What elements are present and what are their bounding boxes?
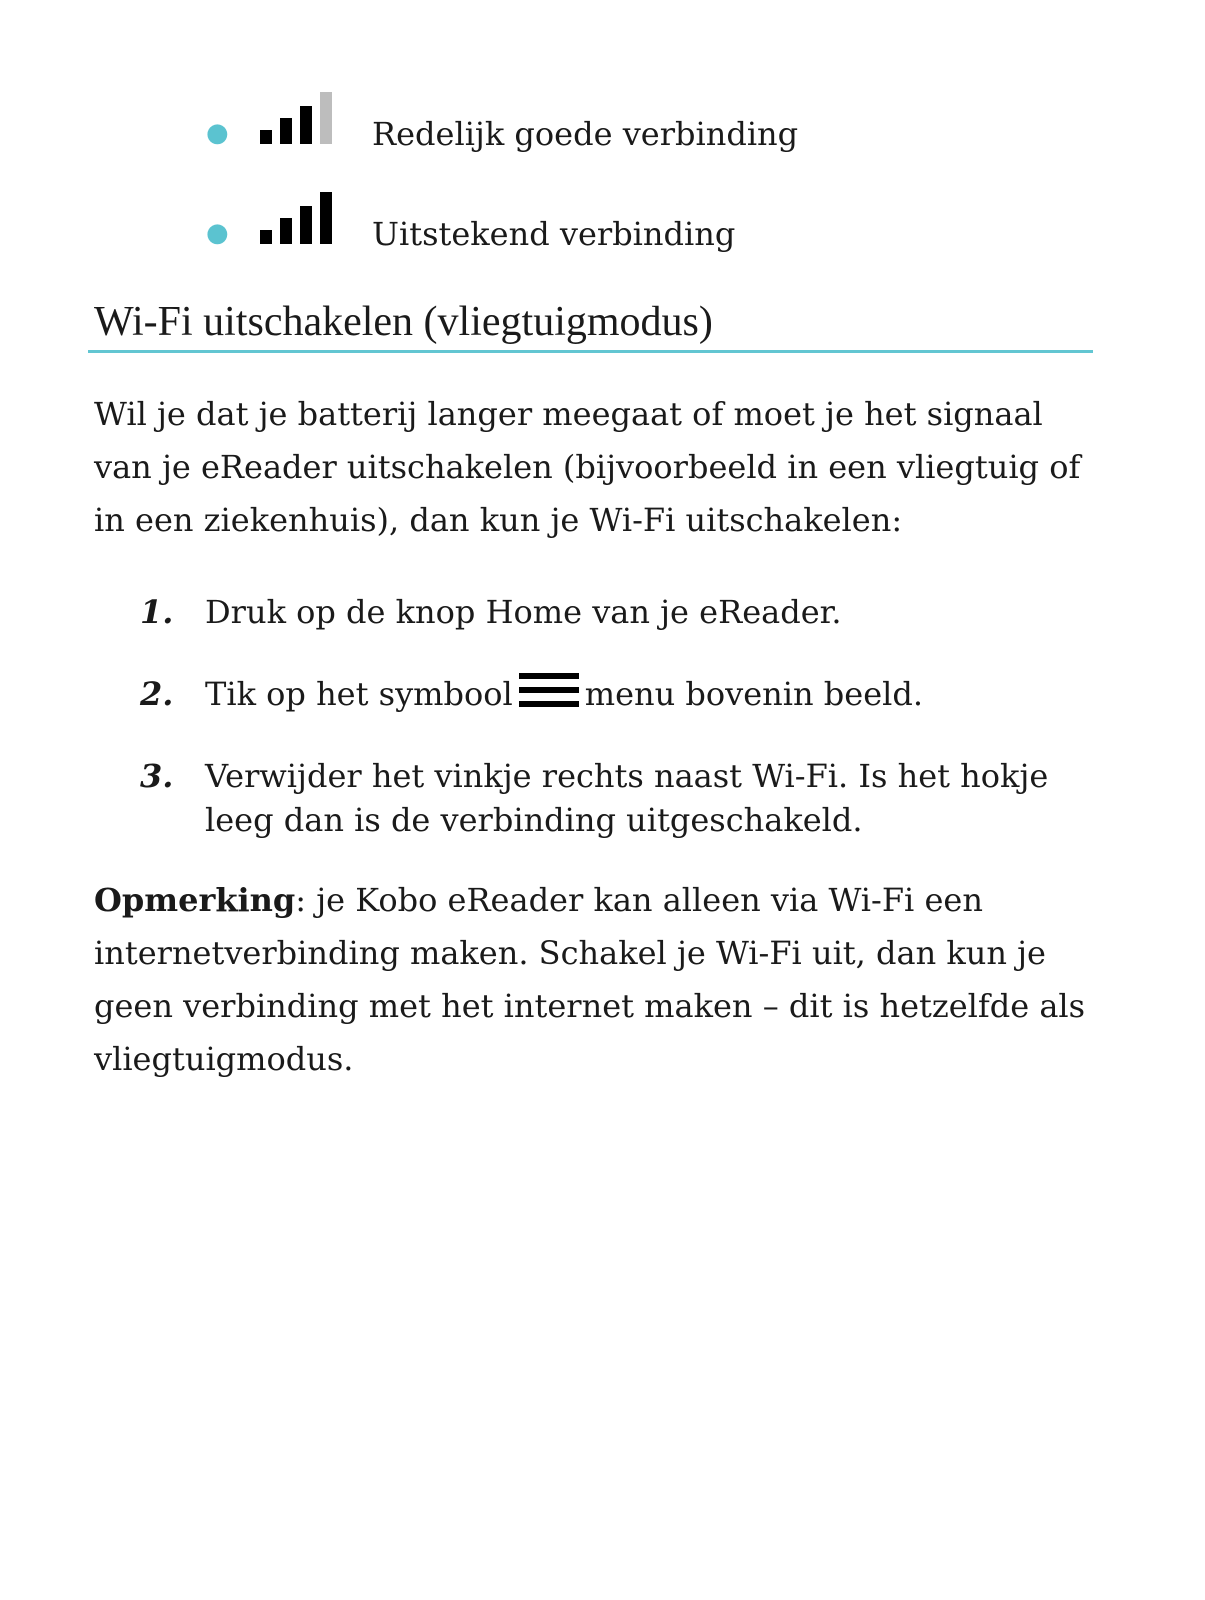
signal-bar [320, 192, 332, 244]
signal-bar [260, 230, 272, 244]
note-paragraph [94, 874, 1104, 1086]
signal-bar [260, 130, 272, 144]
heading-underline [88, 350, 1093, 353]
signal-label: Uitstekend verbinding [372, 215, 736, 253]
step-text-before: Tik op het symbool [205, 675, 513, 713]
step-number: 3. [140, 757, 174, 795]
section-heading: Wi-Fi uitschakelen (vliegtuigmodus) [94, 299, 713, 345]
signal-label: Redelijk goede verbinding [372, 115, 799, 153]
signal-three-bars-icon [260, 92, 340, 148]
signal-full-bars-icon [260, 192, 340, 248]
note-label: Opmerking [94, 881, 296, 919]
signal-bar [280, 218, 292, 244]
step-text-after: menu bovenin beeld. [584, 675, 924, 713]
signal-bar [280, 118, 292, 144]
step-text: Verwijder het vinkje rechts naast Wi-Fi. Is het hokje leeg dan is de verbinding uitgeschakeld. [205, 757, 1049, 839]
bullet-icon: ● [206, 218, 229, 248]
signal-list-item [0, 190, 1205, 253]
signal-bar [300, 106, 312, 144]
menu-icon [519, 673, 579, 707]
note-text: : je Kobo eReader kan alleen via Wi-Fi een internetverbinding maken. Schakel je Wi-Fi uit, dan kun je geen verbinding met het internet maken – dit is hetzelfde als vliegtuigmodus. [94, 881, 1086, 1078]
signal-bar [300, 206, 312, 244]
step-number: 1. [140, 593, 174, 631]
signal-list-item [0, 90, 1205, 153]
step-text [205, 672, 1105, 716]
step-number: 2. [140, 675, 174, 713]
bullet-icon: ● [206, 118, 229, 148]
signal-bar [320, 92, 332, 144]
step-text: Druk op de knop Home van je eReader. [205, 593, 842, 631]
intro-paragraph: Wil je dat je batterij langer meegaat of moet je het signaal van je eReader uitschakelen (bijvoorbeeld in een vliegtuig of in een ziekenhuis), dan kun je Wi-Fi uitschakelen: [94, 395, 1081, 539]
